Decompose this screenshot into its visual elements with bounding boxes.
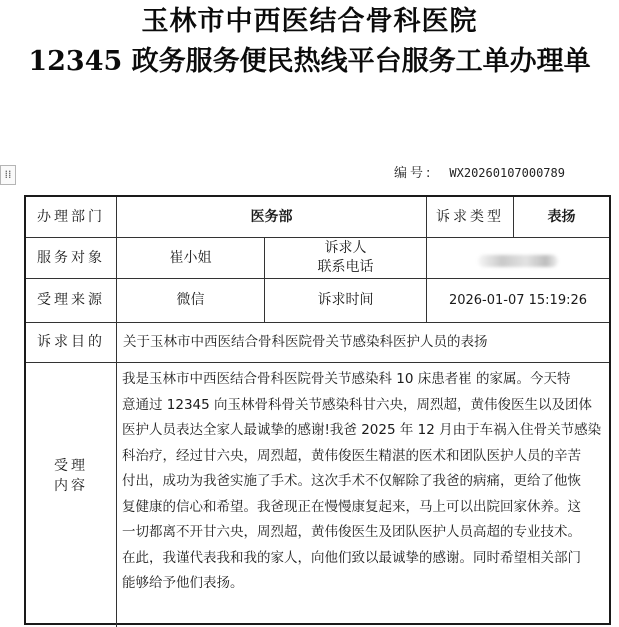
content-label bbox=[26, 452, 116, 500]
content-line: 在此，我谨代表我和我的家人，向他们致以最诚挚的感谢。同时希望相关部门 bbox=[122, 549, 581, 566]
source-label: 受理来源 bbox=[37, 292, 105, 308]
form-title: 12345 政务服务便民热线平台服务工单办理单 bbox=[28, 46, 591, 77]
hospital-title: 玉林市中西医结合骨科医院 bbox=[141, 6, 478, 37]
content-line: 医护人员表达全家人最诚挚的感谢!我爸 2025 年 12 月由于车祸入住骨关节感染 bbox=[122, 422, 602, 438]
dept-label: 办理部门 bbox=[37, 208, 105, 225]
row-divider bbox=[26, 362, 609, 363]
dept-value: 医务部 bbox=[250, 208, 293, 225]
content-line: 付出，成功为我爸实施了手术。这次手术不仅解除了我爸的病痛，更给了他恢 bbox=[122, 473, 581, 489]
serial-number bbox=[394, 162, 565, 181]
phone-label-line1: 诉求人 bbox=[324, 240, 367, 256]
phone-label bbox=[265, 238, 426, 278]
purpose-value: 关于玉林市中西医结合骨科医院骨关节感染科医护人员的表扬 bbox=[123, 334, 488, 350]
content-line: 复健康的信心和希望。我爸现正在慢慢康复起来，马上可以出院回家休养。这 bbox=[122, 498, 581, 515]
time-label: 诉求时间 bbox=[317, 292, 374, 308]
target-label: 服务对象 bbox=[37, 249, 105, 266]
content-line: 意通过 12345 向玉林骨科骨关节感染科甘六央，周烈超，黄伟俊医生以及团体 bbox=[122, 396, 593, 413]
content-text bbox=[122, 367, 606, 597]
type-value: 表扬 bbox=[547, 208, 576, 225]
serial-label: 编号: bbox=[394, 166, 434, 181]
purpose-label: 诉求目的 bbox=[37, 334, 105, 350]
target-value: 崔小姐 bbox=[169, 249, 212, 266]
content-line: 科治疗，经过甘六央，周烈超，黄伟俊医生精湛的医术和团队医护人员的辛苦 bbox=[122, 447, 581, 464]
content-line: 一切都离不开甘六央，周烈超，黄伟俊医生及团队医护人员高超的专业技术。 bbox=[122, 524, 581, 540]
table-move-handle-icon[interactable]: ⁞⁞ bbox=[0, 165, 16, 185]
type-label: 诉求类型 bbox=[436, 208, 504, 225]
phone-label-line2: 联系电话 bbox=[317, 259, 374, 275]
content-line: 能够给予他们表扬。 bbox=[122, 575, 244, 591]
redaction-blur bbox=[478, 255, 558, 267]
content-label-line1: 受理 bbox=[54, 458, 88, 474]
source-value: 微信 bbox=[176, 292, 205, 308]
serial-value: WX20260107000789 bbox=[449, 166, 565, 180]
phone-value-redacted bbox=[427, 238, 609, 278]
time-value: 2026-01-07 15:19:26 bbox=[448, 293, 588, 308]
content-line: 我是玉林市中西医结合骨科医院骨关节感染科 10 床患者崔 的家属。今天特 bbox=[122, 371, 571, 387]
content-label-line2: 内容 bbox=[54, 478, 88, 494]
work-order-table bbox=[24, 195, 611, 625]
